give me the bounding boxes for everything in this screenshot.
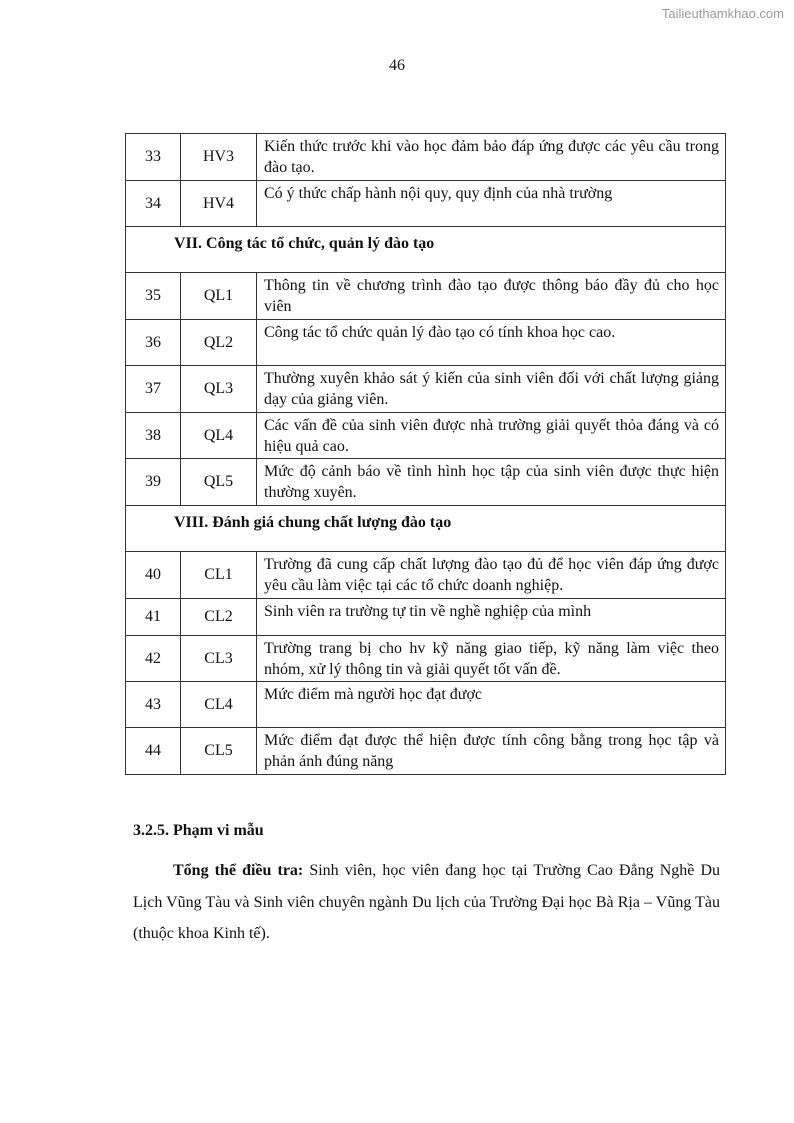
item-text: Thông tin về chương trình đào tạo được thông báo đầy đủ cho học viên <box>257 273 726 320</box>
table-row <box>126 181 726 227</box>
watermark: Tailieuthamkhao.com <box>661 6 784 21</box>
item-code: CL3 <box>181 636 257 682</box>
item-text: Trường trang bị cho hv kỹ năng giao tiếp, kỹ năng làm việc theo nhóm, xử lý thông tin và giải quyết tốt vấn đề. <box>257 636 726 682</box>
section-heading: 3.2.5. Phạm vi mẫu <box>133 822 264 839</box>
table-row <box>126 366 726 413</box>
table-row <box>126 320 726 366</box>
item-code: QL2 <box>181 320 257 366</box>
page-number: 46 <box>389 57 405 74</box>
paragraph-text: Sinh viên, học viên đang học tại Trường Cao Đẳng Nghề Du Lịch Vũng Tàu và Sinh viên chuyên ngành Du lịch của Trường Đại học Bà Rịa – Vũng Tàu (thuộc khoa Kinh tế). <box>133 862 720 942</box>
item-text: Trường đã cung cấp chất lượng đào tạo đủ để học viên đáp ứng được yêu cầu làm việc tại các tổ chức doanh nghiệp. <box>257 552 726 599</box>
item-text: Mức điểm mà người học đạt được <box>257 682 726 728</box>
item-text: Mức điểm đạt được thể hiện được tính công bằng trong học tập và phản ánh đúng năng <box>257 728 726 775</box>
item-number: 33 <box>126 134 181 181</box>
item-code: QL3 <box>181 366 257 413</box>
item-number: 39 <box>126 459 181 506</box>
section-title: VIII. Đánh giá chung chất lượng đào tạo <box>126 506 726 552</box>
item-code: QL5 <box>181 459 257 506</box>
item-number: 40 <box>126 552 181 599</box>
item-code: CL4 <box>181 682 257 728</box>
item-text: Thường xuyên khảo sát ý kiến của sinh viên đối với chất lượng giảng dạy của giảng viên. <box>257 366 726 413</box>
item-number: 44 <box>126 728 181 775</box>
table-row <box>126 682 726 728</box>
table-row <box>126 552 726 599</box>
item-text: Sinh viên ra trường tự tin về nghề nghiệp của mình <box>257 599 726 636</box>
section-title: VII. Công tác tổ chức, quản lý đào tạo <box>126 227 726 273</box>
table-row <box>126 728 726 775</box>
item-number: 43 <box>126 682 181 728</box>
item-code: CL5 <box>181 728 257 775</box>
item-code: CL2 <box>181 599 257 636</box>
paragraph <box>133 855 720 950</box>
item-text: Công tác tổ chức quản lý đào tạo có tính khoa học cao. <box>257 320 726 366</box>
item-number: 42 <box>126 636 181 682</box>
item-number: 37 <box>126 366 181 413</box>
item-number: 41 <box>126 599 181 636</box>
item-text: Kiến thức trước khi vào học đảm bảo đáp ứng được các yêu cầu trong đào tạo. <box>257 134 726 181</box>
table-row <box>126 459 726 506</box>
item-number: 36 <box>126 320 181 366</box>
survey-items-table <box>125 133 726 775</box>
item-text: Có ý thức chấp hành nội quy, quy định của nhà trường <box>257 181 726 227</box>
table-row <box>126 134 726 181</box>
table-row <box>126 636 726 682</box>
item-number: 35 <box>126 273 181 320</box>
item-text: Các vấn đề của sinh viên được nhà trường giải quyết thỏa đáng và có hiệu quả cao. <box>257 413 726 459</box>
item-code: HV3 <box>181 134 257 181</box>
table-row <box>126 413 726 459</box>
table-section-row <box>126 506 726 552</box>
item-text: Mức độ cảnh báo về tình hình học tập của sinh viên được thực hiện thường xuyên. <box>257 459 726 506</box>
item-code: HV4 <box>181 181 257 227</box>
item-code: QL1 <box>181 273 257 320</box>
table-row <box>126 599 726 636</box>
table-row <box>126 273 726 320</box>
paragraph-label: Tổng thể điều tra: <box>173 862 304 879</box>
item-number: 34 <box>126 181 181 227</box>
item-number: 38 <box>126 413 181 459</box>
item-code: CL1 <box>181 552 257 599</box>
item-code: QL4 <box>181 413 257 459</box>
table-section-row <box>126 227 726 273</box>
